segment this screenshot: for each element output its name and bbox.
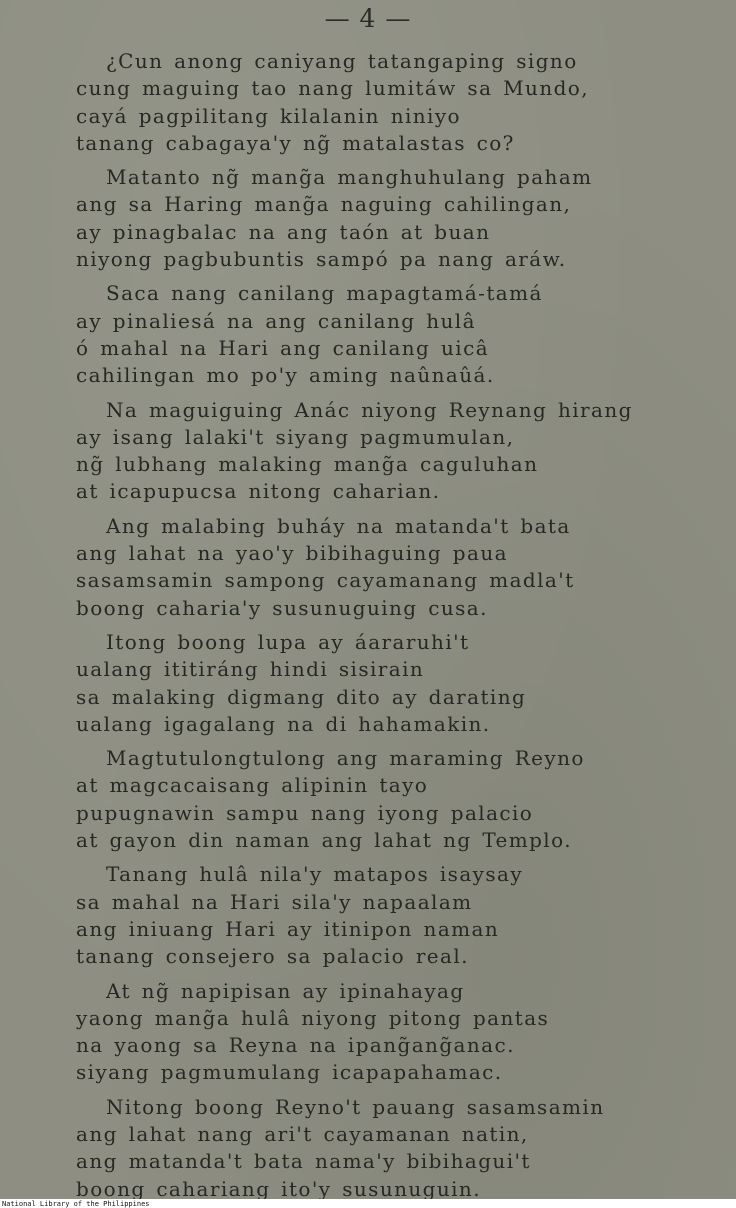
verse-line: sa malaking digmang dito ay darating — [76, 684, 527, 709]
verse-line: at icapupucsa nitong caharian. — [76, 479, 441, 504]
verse-line: cung maguing tao nang lumitáw sa Mundo, — [76, 76, 590, 101]
verse-line: sa mahal na Hari sila'y napaalam — [76, 889, 473, 914]
stanza-7 — [76, 745, 676, 854]
stanza-9 — [76, 978, 676, 1087]
verse-line: Nitong boong Reyno't pauang sasamsamin — [106, 1094, 605, 1119]
stanza-4 — [76, 397, 676, 506]
verse-line: Itong boong lupa ay áararuhi't — [106, 629, 470, 654]
stanza-8 — [76, 861, 676, 970]
verse-line: ay isang lalaki't siyang pagmumulan, — [76, 424, 515, 449]
verse-line: ang matanda't bata nama'y bibihagui't — [76, 1149, 531, 1174]
verse-line: Magtutulongtulong ang maraming Reyno — [106, 746, 585, 771]
verse-line: tanang consejero sa palacio real. — [76, 944, 469, 969]
verse-line: ang lahat na yao'y bibihaguing paua — [76, 541, 508, 566]
stanza-1 — [76, 48, 676, 157]
library-credit: National Library of the Philippines — [2, 1200, 150, 1208]
verse-line: Matanto ng̃ mang̃a manghuhulang paham — [106, 165, 593, 190]
verse-line: Ang malabing buháy na matanda't bata — [106, 513, 571, 538]
verse-line: Na maguiguing Anác niyong Reynang hirang — [106, 397, 633, 422]
verse-line: tanang cabagaya'y ng̃ matalastas co? — [76, 130, 515, 155]
verse-line: pupugnawin sampu nang iyong palacio — [76, 800, 534, 825]
verse-line: sasamsamin sampong cayamanang madla't — [76, 568, 575, 593]
verse-line: Saca nang canilang mapagtamá-tamá — [106, 281, 543, 306]
verse-line: ang sa Haring mang̃a naguing cahilingan, — [76, 192, 572, 217]
verse-line: boong cahariang ito'y susunuguin. — [76, 1176, 481, 1199]
stanza-2 — [76, 164, 676, 273]
stanza-10 — [76, 1094, 676, 1199]
verse-line: yaong mang̃a hulâ niyong pitong pantas — [76, 1005, 550, 1030]
verse-line: siyang pagmumulang icapapahamac. — [76, 1060, 503, 1085]
verse-line: at gayon din naman ang lahat ng Templo. — [76, 828, 572, 853]
verse-line: ualang ititiráng hindi sisirain — [76, 657, 425, 682]
verse-line: ó mahal na Hari ang canilang uicâ — [76, 335, 490, 360]
verse-line: na yaong sa Reyna na ipang̃ang̃anac. — [76, 1033, 515, 1058]
stanza-5 — [76, 513, 676, 622]
verse-line: ng̃ lubhang malaking mang̃a caguluhan — [76, 452, 539, 477]
verse-line: ang iniuang Hari ay itinipon naman — [76, 916, 500, 941]
verse-line: niyong pagbubuntis sampó pa nang aráw. — [76, 247, 567, 272]
verse-line: boong caharia'y susunuguing cusa. — [76, 595, 488, 620]
stanza-6 — [76, 629, 676, 738]
stanza-3 — [76, 280, 676, 389]
verse-line: at magcacaisang alipinin tayo — [76, 773, 429, 798]
page-number: — 4 — — [324, 4, 412, 33]
verse-line: At ng̃ napipisan ay ipinahayag — [106, 978, 465, 1003]
verse-line: ay pinaliesá na ang canilang hulâ — [76, 308, 476, 333]
verse-line: Tanang hulâ nila'y matapos isaysay — [106, 862, 524, 887]
verse-line: cahilingan mo po'y aming naûnaûá. — [76, 363, 495, 388]
verse-line: ay pinagbalac na ang taón at buan — [76, 219, 491, 244]
verse-line: ang lahat nang ari't cayamanan natin, — [76, 1121, 529, 1146]
verse-line: ualang igagalang na di hahamakin. — [76, 711, 491, 736]
verse-line: cayá pagpilitang kilalanin niniyo — [76, 103, 461, 128]
poem-body — [76, 48, 676, 1199]
verse-line: ¿Cun anong caniyang tatangaping signo — [106, 49, 578, 73]
